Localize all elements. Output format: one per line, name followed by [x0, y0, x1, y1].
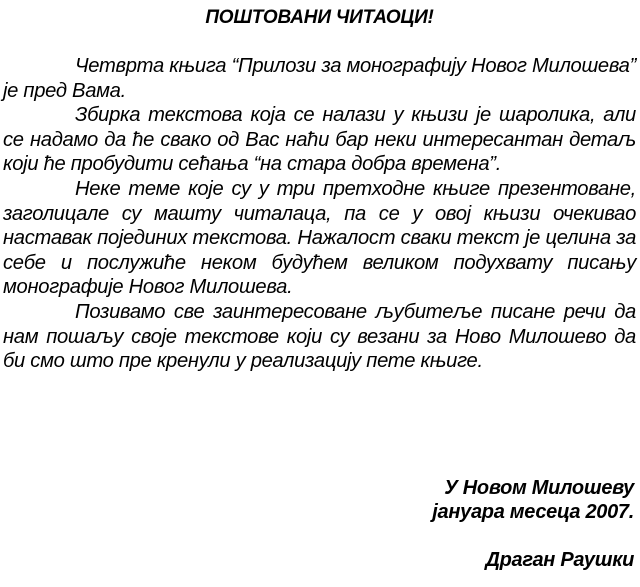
closing-place: У Новом Милошеву [444, 477, 634, 499]
paragraph-3: Неке теме које су у три претходне књиге презентоване, заголицале су машту читалаца, па се у овој књизи очекивао наставак појединих текстова. Нажалост сваки текст је целина за себе и послужиће неком будућем великом подухвату писању монографије Новог Милошева. [3, 177, 636, 299]
letter-body [3, 54, 636, 374]
author-signature: Драган Раушки [485, 549, 634, 571]
closing-date: јануара месеца 2007. [432, 501, 634, 523]
page-title: ПОШТОВАНИ ЧИТАОЦИ! [205, 7, 434, 28]
paragraph-2: Збирка текстова која се налази у књизи је шаролика, али се надамо да ће свако од Вас наћи бар неки интересантан детаљ који ће пробудити сећања “на стара добра времена”. [3, 104, 636, 176]
paragraph-4: Позивамо све заинтересоване љубитеље писане речи да нам пошаљу своје текстове који су везани за Ново Милошево да би смо што пре кренули у реализацију пете књиге. [3, 300, 636, 373]
paragraph-1: Четврта књига “Прилози за монографију Новог Милошева” је пред Вама. [3, 55, 636, 102]
